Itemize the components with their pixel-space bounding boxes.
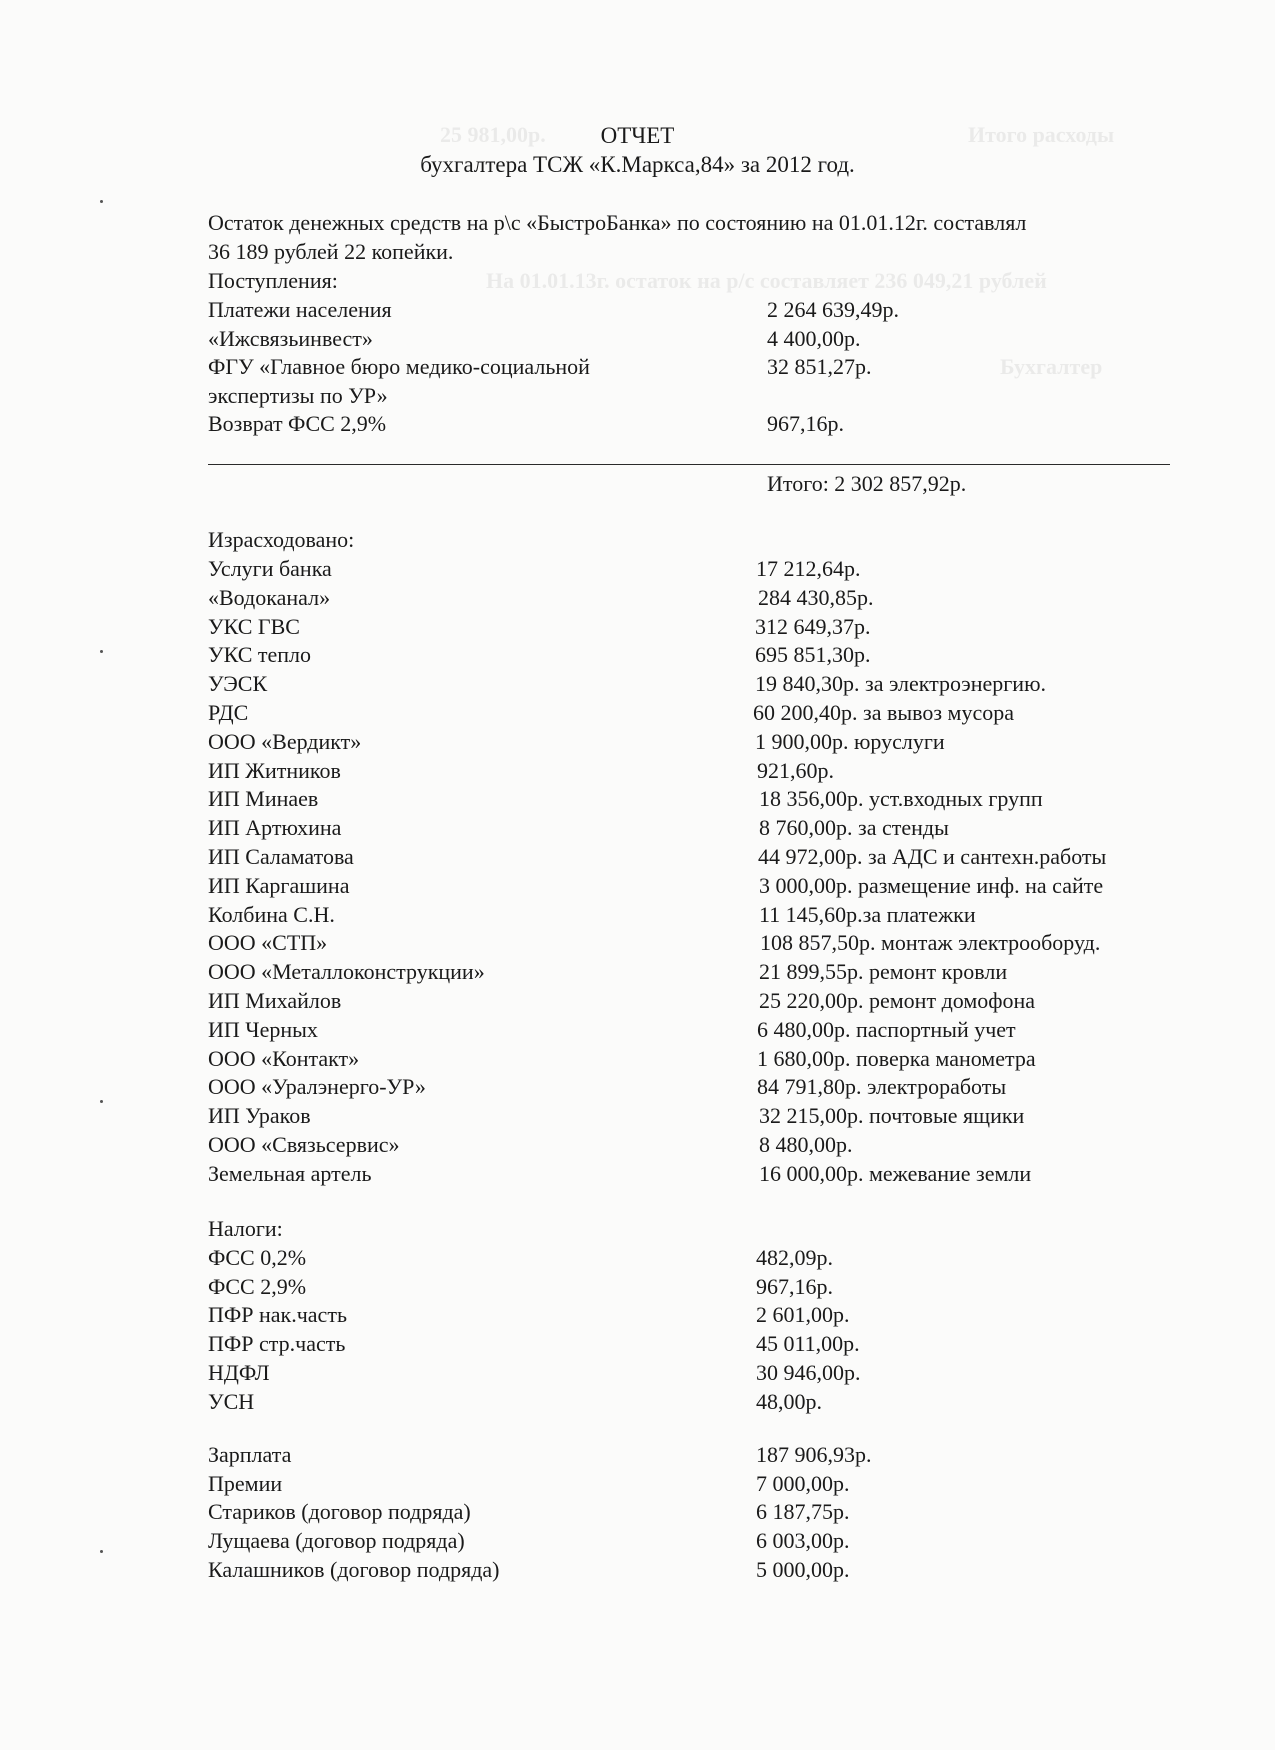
expense-row-value: 312 649,37р.: [755, 613, 871, 639]
expense-row-name: ИП Артюхина: [208, 815, 342, 841]
tax-row-value: 482,09р.: [756, 1245, 833, 1270]
expense-row-value: 84 791,80р. электроработы: [757, 1074, 1007, 1100]
expense-row-name: Земельная артель: [208, 1160, 372, 1186]
payroll-row-name: Премии: [208, 1470, 283, 1496]
tax-row-name: НДФЛ: [208, 1359, 270, 1385]
expense-row-value: 1 680,00р. поверка манометра: [757, 1045, 1036, 1071]
expense-row-name: ИП Черных: [208, 1016, 318, 1042]
expense-row-value: 6 480,00р. паспортный учет: [757, 1016, 1016, 1042]
bleed-through-line: Итого расходы: [968, 122, 1115, 147]
tax-row-name: ПФР нак.часть: [208, 1302, 347, 1328]
opening-balance-line-2: 36 189 рублей 22 копейки.: [208, 239, 454, 264]
payroll-row-name: Стариков (договор подряда): [208, 1499, 471, 1525]
payroll-row-name: Зарплата: [208, 1442, 292, 1467]
expense-row-name: ООО «Металлоконструкции»: [208, 959, 485, 985]
tax-row-name: ФСС 0,2%: [208, 1245, 307, 1270]
tax-row-name: ФСС 2,9%: [208, 1273, 307, 1299]
document-title: ОТЧЕТ: [600, 123, 675, 148]
margin-mark: [100, 1100, 103, 1103]
expense-row-value: 25 220,00р. ремонт домофона: [759, 988, 1036, 1013]
payroll-row-value: 187 906,93р.: [756, 1442, 872, 1467]
expense-row-value: 32 215,00р. почтовые ящики: [759, 1103, 1025, 1129]
tax-row-value: 48,00р.: [756, 1388, 822, 1414]
expense-row-value: 695 851,30р.: [755, 642, 871, 668]
expense-row-value: 921,60р.: [757, 757, 834, 783]
expense-row-value: 18 356,00р. уст.входных групп: [759, 786, 1043, 812]
payroll-row-name: Лущаева (договор подряда): [208, 1528, 465, 1554]
expense-row-value: 17 212,64р.: [756, 556, 861, 581]
income-row-name: «Ижсвязьинвест»: [208, 325, 373, 351]
bleed-through-line: Бухгалтер: [1000, 354, 1103, 379]
expense-row-name: УКС ГВС: [208, 613, 300, 639]
expense-row-name: ООО «Связьсервис»: [208, 1132, 400, 1157]
expenses-heading: Израсходовано:: [208, 527, 355, 552]
expense-row-name: ИП Саламатова: [208, 844, 354, 869]
bleed-through-line: На 01.01.13г. остаток на р/с составляет 236 049,21 рублей: [486, 268, 1047, 293]
expense-row-value: 108 857,50р. монтаж электрооборуд.: [760, 930, 1101, 956]
margin-mark: [100, 650, 103, 653]
expense-row-name: Колбина С.Н.: [208, 901, 335, 927]
expense-row-name: ООО «Контакт»: [208, 1045, 360, 1071]
expense-row-name: ИП Ураков: [208, 1103, 311, 1129]
expense-row-name: ООО «СТП»: [208, 930, 328, 956]
income-row-value: 4 400,00р.: [767, 325, 861, 351]
income-row-name: ФГУ «Главное бюро медико-социальной: [208, 354, 590, 379]
expense-row-value: 11 145,60р.за платежки: [759, 901, 976, 927]
expense-row-value: 284 430,85р.: [758, 584, 874, 610]
tax-row-value: 30 946,00р.: [756, 1359, 861, 1385]
expense-row-name: «Водоканал»: [208, 584, 331, 610]
income-row-value: 32 851,27р.: [767, 354, 872, 379]
tax-row-name: УСН: [208, 1388, 255, 1414]
expense-row-value: 8 760,00р. за стенды: [759, 815, 949, 841]
expense-row-name: ИП Минаев: [208, 786, 319, 812]
margin-mark: [100, 200, 103, 203]
tax-row-name: ПФР стр.часть: [208, 1331, 346, 1357]
expense-row-value: 1 900,00р. юруслуги: [755, 728, 945, 754]
margin-mark: [100, 1550, 103, 1553]
taxes-heading: Налоги:: [208, 1216, 283, 1241]
expense-row-name: ООО «Уралэнерго-УР»: [208, 1074, 426, 1100]
divider-line: [208, 464, 1170, 465]
expense-row-value: 16 000,00р. межевание земли: [759, 1160, 1032, 1186]
expense-row-value: 19 840,30р. за электроэнергию.: [755, 671, 1047, 697]
expense-row-value: 8 480,00р.: [759, 1132, 853, 1157]
opening-balance-line-1: Остаток денежных средств на р\с «БыстроБанка» по состоянию на 01.01.12г. составлял: [208, 210, 1027, 235]
expense-row-name: ИП Житников: [208, 757, 341, 783]
income-total: Итого: 2 302 857,92р.: [767, 471, 967, 496]
expense-row-name: ИП Каргашина: [208, 872, 350, 898]
tax-row-value: 967,16р.: [756, 1273, 833, 1299]
tax-row-value: 2 601,00р.: [756, 1302, 850, 1328]
expense-row-value: 3 000,00р. размещение инф. на сайте: [759, 872, 1104, 898]
expense-row-name: ООО «Вердикт»: [208, 728, 362, 754]
payroll-row-name: Калашников (договор подряда): [208, 1556, 500, 1582]
income-row-name: Платежи населения: [208, 297, 392, 322]
income-row-name: Возврат ФСС 2,9%: [208, 411, 387, 436]
payroll-row-value: 7 000,00р.: [756, 1470, 850, 1496]
income-row-value: 2 264 639,49р.: [767, 297, 899, 322]
payroll-row-value: 6 003,00р.: [756, 1528, 850, 1554]
document-subtitle: бухгалтера ТСЖ «К.Маркса,84» за 2012 год.: [420, 152, 855, 177]
expense-row-value: 21 899,55р. ремонт кровли: [759, 959, 1008, 985]
bleed-through-line: 25 981,00р.: [440, 122, 546, 147]
expense-row-value: 44 972,00р. за АДС и сантехн.работы: [758, 844, 1107, 869]
expense-row-name: Услуги банка: [208, 556, 332, 581]
expense-row-value: 60 200,40р. за вывоз мусора: [753, 700, 1015, 725]
expense-row-name: ИП Михайлов: [208, 988, 342, 1013]
expense-row-name: УКС тепло: [208, 642, 312, 668]
payroll-row-value: 5 000,00р.: [756, 1556, 850, 1582]
income-row-name: экспертизы по УР»: [208, 382, 388, 408]
expense-row-name: УЭСК: [208, 671, 268, 697]
income-heading: Поступления:: [208, 268, 338, 293]
expense-row-name: РДС: [208, 700, 249, 725]
tax-row-value: 45 011,00р.: [756, 1331, 860, 1357]
payroll-row-value: 6 187,75р.: [756, 1499, 850, 1525]
income-row-value: 967,16р.: [767, 411, 844, 436]
